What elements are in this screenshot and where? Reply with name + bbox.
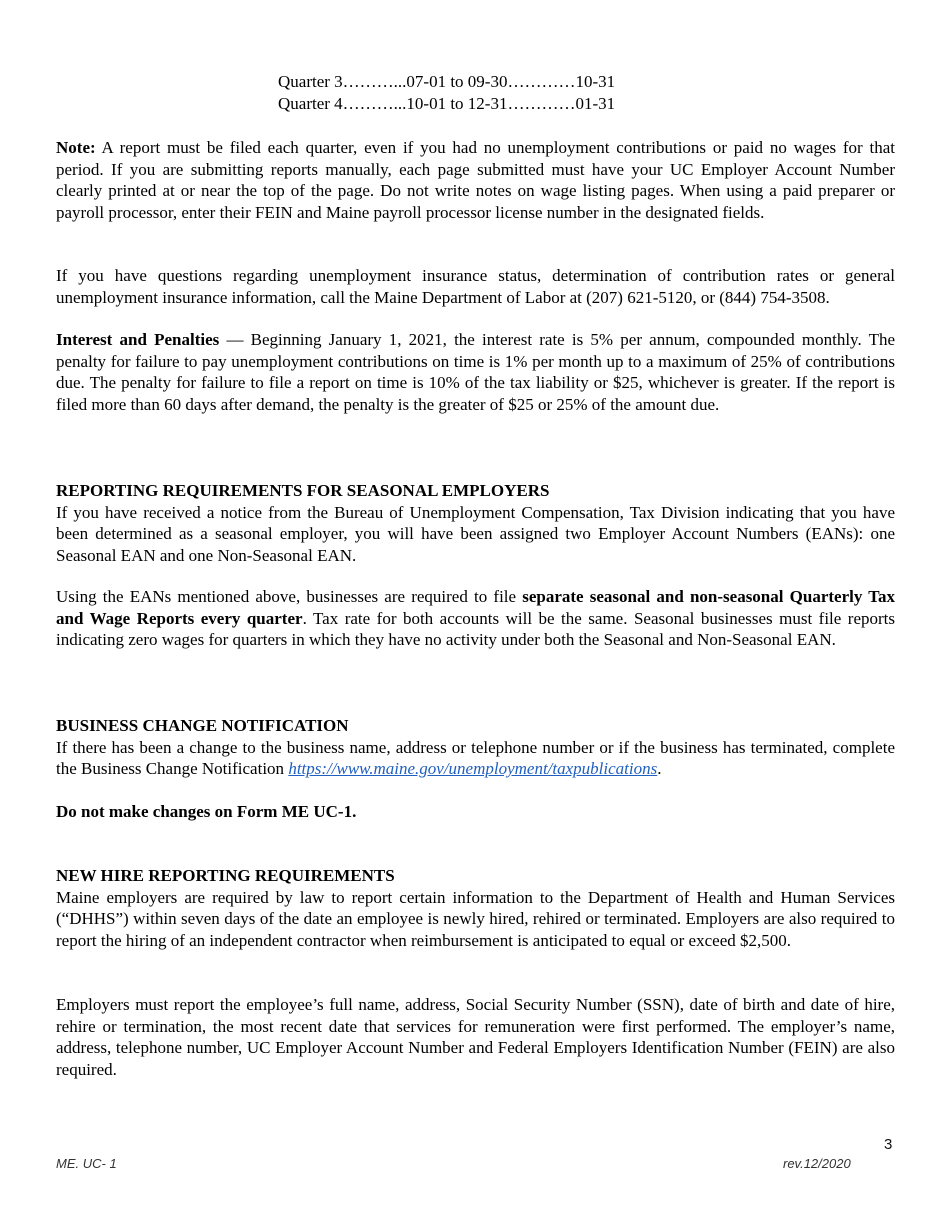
note-text: A report must be filed each quarter, even if you had no unemployment contributions or paid no wages for that period. If you are submitting reports manually, each page submitted must have your UC Employer Account Number clearly printed at or near the top of the page. Do not write notes on wage listing pages. When using a paid preparer or payroll processor, enter their FEIN and Maine payroll processor license number in the designated fields.	[56, 138, 895, 222]
interest-paragraph	[56, 329, 895, 415]
quarter-4-line: Quarter 4………...10-01 to 12-31…………01-31	[278, 94, 616, 113]
quarter-3-line: Quarter 3………...07-01 to 09-30…………10-31	[278, 72, 616, 91]
tax-publications-link[interactable]: https://www.maine.gov/unemployment/taxpublications	[288, 759, 658, 779]
new-hire-section	[56, 865, 895, 951]
seasonal-p2-end: . Tax rate for both accounts will be the same. Seasonal businesses must file reports indicating zero wages for quarters in which they have no activity under both the Seasonal and Non-Seasonal EAN.	[56, 608, 895, 650]
warning-text: Do not make changes on Form ME UC-1.	[56, 802, 357, 821]
new-hire-heading: NEW HIRE REPORTING REQUIREMENTS	[56, 866, 395, 885]
seasonal-p2-start: Using the EANs mentioned above, businesses are required to file	[56, 587, 523, 606]
business-change-text: If there has been a change to the business name, address or telephone number or if the business has terminated, complete the Business Change Notification	[56, 737, 895, 779]
note-label: Note:	[56, 138, 96, 157]
page-number: 3	[884, 1136, 893, 1153]
seasonal-p2-bold: separate seasonal and non-seasonal Quarterly Tax and Wage Reports every quarter	[56, 587, 895, 628]
new-hire-p2-text: Employers must report the employee’s full name, address, Social Security Number (SSN), date of birth and date of hire, rehire or termination, the most recent date that services for remuneration were first performed. The employer’s name, address, telephone number, UC Employer Account Number and Federal Employers Identification Number (FEIN) are also required.	[56, 995, 895, 1079]
seasonal-paragraph-1: If you have received a notice from the Bureau of Unemployment Compensation, Tax Division indicating that you have been determined as a seasonal employer, you will have been assigned two Employer Account Numbers (EANs): one Seasonal EAN and one Non-Seasonal EAN.	[56, 502, 895, 565]
interest-label: Interest and Penalties	[56, 330, 220, 349]
quarter-schedule	[278, 71, 615, 115]
business-change-heading: BUSINESS CHANGE NOTIFICATION	[56, 716, 349, 735]
seasonal-heading: REPORTING REQUIREMENTS FOR SEASONAL EMPLOYERS	[56, 481, 550, 500]
new-hire-paragraph-1: Maine employers are required by law to report certain information to the Department of Health and Human Services (“DHHS”) within seven days of the date an employee is newly hired, rehired or terminated. Employers are also required to report the hiring of an independent contractor when reimbursement is anticipated to equal or exceed $2,500.	[56, 887, 895, 950]
business-change-warning	[56, 801, 895, 823]
footer-revision: rev.12/2020	[783, 1156, 851, 1171]
interest-text: — Beginning January 1, 2021, the interest rate is 5% per annum, compounded monthly. The penalty for failure to pay unemployment contributions on time is 1% per month up to a maximum of 25% of contributions due. The penalty for failure to file a report on time is 10% of the tax liability or $25, whichever is greater. If the report is filed more than 60 days after demand, the penalty is the greater of $25 or 25% of the amount due.	[56, 330, 895, 414]
questions-paragraph	[56, 265, 895, 308]
business-change-section	[56, 715, 895, 780]
footer-form-id: ME. UC- 1	[56, 1156, 117, 1171]
seasonal-section	[56, 480, 895, 566]
business-change-period: .	[657, 759, 662, 779]
seasonal-paragraph-2	[56, 586, 895, 651]
questions-text: If you have questions regarding unemployment insurance status, determination of contribution rates or general unemployment insurance information, call the Maine Department of Labor at (207) 621-5120, or (844) 754-3508.	[56, 266, 895, 307]
note-paragraph	[56, 137, 895, 223]
new-hire-paragraph-2	[56, 994, 895, 1080]
